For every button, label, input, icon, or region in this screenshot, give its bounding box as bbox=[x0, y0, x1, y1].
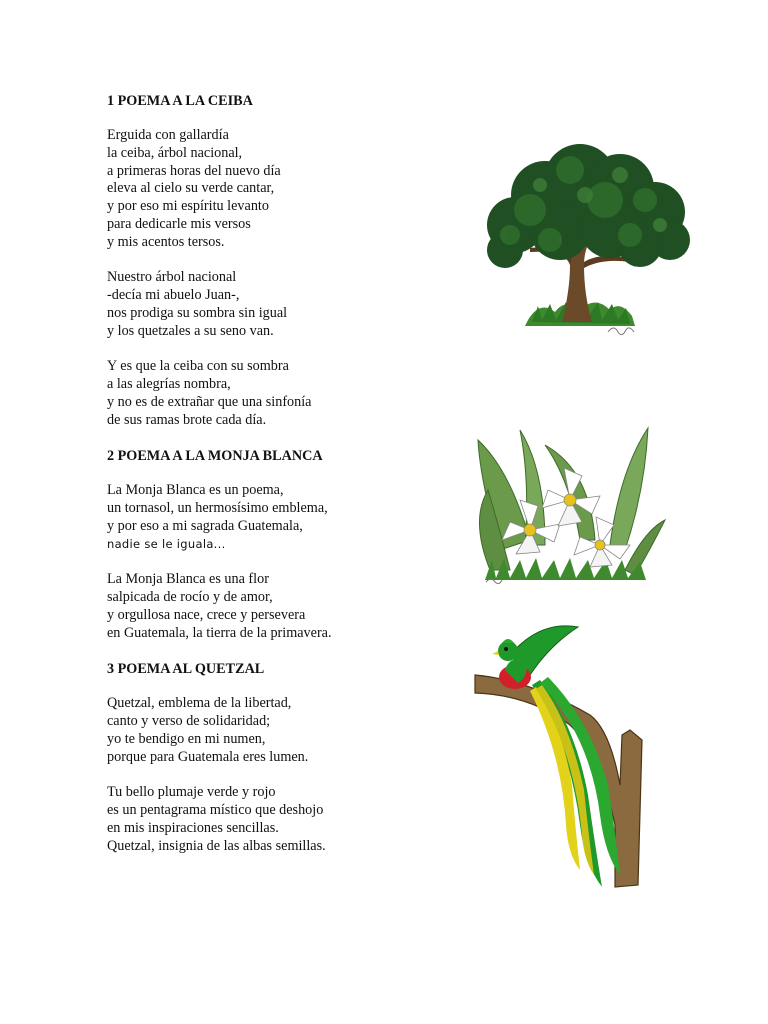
stanza bbox=[107, 127, 447, 252]
verse-line: y por eso mi espíritu levanto bbox=[107, 198, 269, 215]
stanza bbox=[107, 358, 447, 429]
poems-column bbox=[107, 92, 447, 873]
verse-line: y no es de extrañar que una sinfonía bbox=[107, 393, 312, 410]
poem-ceiba bbox=[107, 92, 447, 430]
verse-line: -decía mi abuelo Juan-, bbox=[107, 287, 240, 304]
stanza bbox=[107, 695, 447, 766]
verse-line: la ceiba, árbol nacional, bbox=[107, 144, 243, 161]
verse-line: en Guatemala, la tierra de la primavera. bbox=[107, 624, 332, 641]
verse-line: para dedicarle mis versos bbox=[107, 215, 251, 232]
verse-line: de sus ramas brote cada día. bbox=[107, 411, 267, 428]
ceiba-tree-illustration-icon bbox=[470, 140, 695, 340]
verse-line: y por eso a mi sagrada Guatemala, bbox=[107, 517, 303, 534]
verse-line: en mis inspiraciones sencillas. bbox=[107, 819, 279, 836]
verse-line: Y es que la ceiba con su sombra bbox=[107, 358, 289, 375]
poem-title: 2 POEMA A LA MONJA BLANCA bbox=[107, 448, 323, 465]
verse-line: a las alegrías nombra, bbox=[107, 376, 231, 393]
verse-line: La Monja Blanca es una flor bbox=[107, 571, 269, 588]
stanza bbox=[107, 269, 447, 340]
stanza bbox=[107, 571, 447, 642]
verse-line: es un pentagrama místico que deshojo bbox=[107, 802, 324, 819]
verse-line: canto y verso de solidaridad; bbox=[107, 713, 271, 730]
verse-line: Quetzal, insignia de las albas semillas. bbox=[107, 837, 326, 854]
verse-line: Erguida con gallardía bbox=[107, 127, 229, 143]
verse-line: nadie se le iguala... bbox=[107, 536, 226, 551]
stanza bbox=[107, 784, 447, 855]
verse-line: a primeras horas del nuevo día bbox=[107, 162, 281, 179]
verse-line: y orgullosa nace, crece y persevera bbox=[107, 606, 306, 623]
verse-line: porque para Guatemala eres lumen. bbox=[107, 748, 309, 765]
verse-line: Tu bello plumaje verde y rojo bbox=[107, 784, 276, 801]
verse-line: eleva al cielo su verde cantar, bbox=[107, 180, 275, 197]
poem-quetzal bbox=[107, 660, 447, 855]
verse-line: y mis acentos tersos. bbox=[107, 233, 225, 250]
verse-line: La Monja Blanca es un poema, bbox=[107, 482, 284, 499]
stanza bbox=[107, 482, 447, 553]
poem-title: 1 POEMA A LA CEIBA bbox=[107, 93, 253, 109]
monja-blanca-orchid-illustration-icon bbox=[470, 420, 670, 590]
verse-line: salpicada de rocío y de amor, bbox=[107, 589, 273, 606]
verse-line: Nuestro árbol nacional bbox=[107, 269, 237, 286]
verse-line: yo te bendigo en mi numen, bbox=[107, 730, 266, 747]
poem-title: 3 POEMA AL QUETZAL bbox=[107, 661, 265, 678]
verse-line: un tornasol, un hermosísimo emblema, bbox=[107, 500, 328, 517]
quetzal-bird-illustration-icon bbox=[470, 625, 670, 895]
verse-line: nos prodiga su sombra sin igual bbox=[107, 304, 288, 321]
verse-line: y los quetzales a su seno van. bbox=[107, 322, 274, 339]
poem-monja-blanca bbox=[107, 447, 447, 642]
verse-line: Quetzal, emblema de la libertad, bbox=[107, 695, 292, 712]
